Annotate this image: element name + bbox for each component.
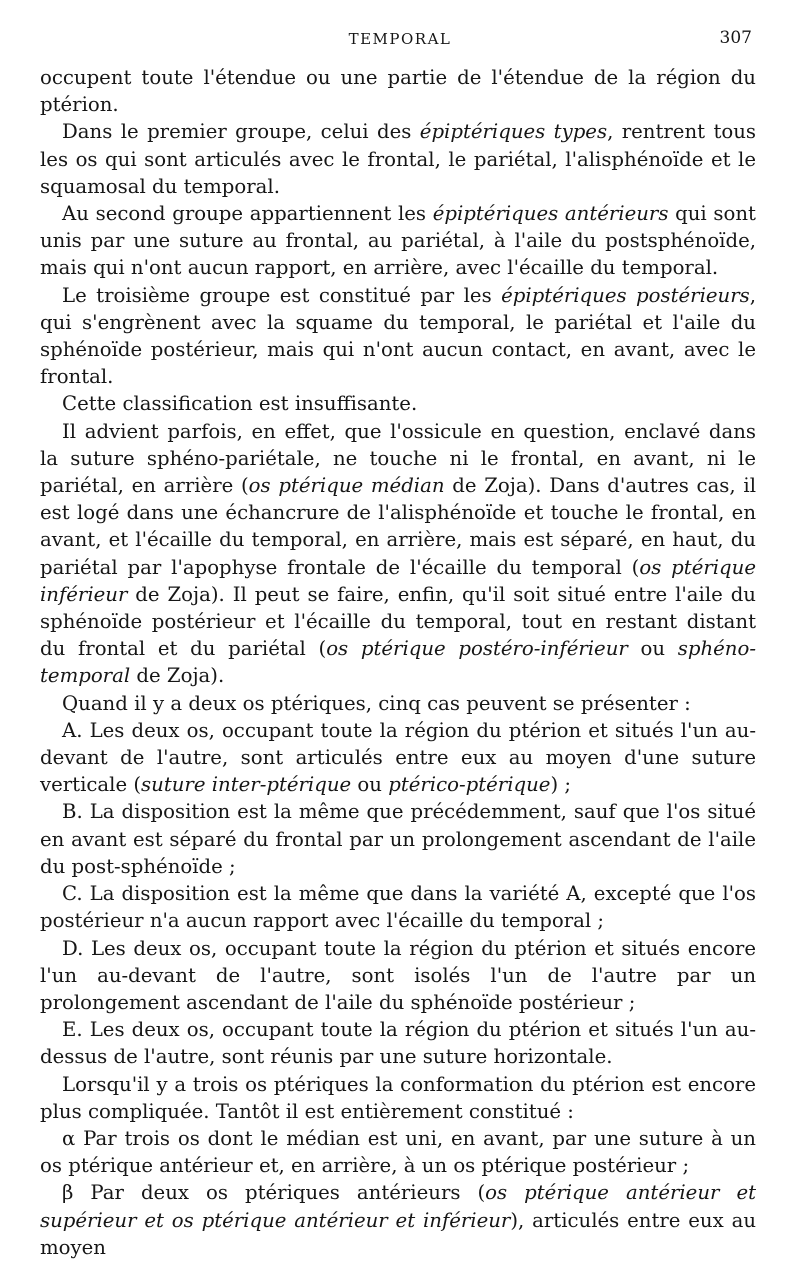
italic-term: suture inter-ptérique bbox=[141, 773, 352, 797]
paragraph bbox=[40, 1125, 756, 1179]
italic-term: os ptérique postéro-inférieur bbox=[326, 637, 628, 661]
text-run: Il advient parfois, en effet, que l'ossicule en question, enclavé dans la suture sphéno-pariétale, ne touche ni le frontal, en avant, ni le pariétal, en arrière ( bbox=[40, 419, 756, 498]
body-text bbox=[40, 64, 756, 1261]
italic-term: os ptérique antérieur et supérieur et os ptérique antérieur et inférieur bbox=[40, 1181, 757, 1232]
paragraph bbox=[40, 690, 756, 717]
italic-term: épiptériques antérieurs bbox=[432, 202, 669, 226]
text-run: D. Les deux os, occupant toute la région du ptérion et situés encore l'un au-devant de l'autre, sont isolés l'un de l'autre par un prolongement ascendant de l'aile du sphénoïde postérieur ; bbox=[40, 936, 756, 1014]
italic-term: épiptériques postérieurs bbox=[501, 283, 750, 307]
text-run: A. Les deux os, occupant toute la région du ptérion et situés l'un au-devant de l'autre, sont articulés entre eux au moyen d'une suture verticale ( bbox=[40, 718, 756, 797]
paragraph bbox=[40, 1071, 756, 1125]
paragraph bbox=[40, 717, 756, 799]
paragraph bbox=[40, 64, 756, 118]
italic-term: épiptériques types bbox=[419, 120, 608, 144]
text-run: C. La disposition est la même que dans la variété A, excepté que l'os postérieur n'a aucun rapport avec l'écaille du temporal ; bbox=[40, 882, 756, 933]
paragraph bbox=[40, 880, 756, 934]
italic-term: os ptérique médian bbox=[248, 474, 445, 498]
italic-term: os ptérique inférieur bbox=[40, 555, 756, 606]
text-run: de Zoja). Dans d'autres cas, il est logé dans une échancrure de l'alisphénoïde et touche le frontal, en avant, et l'écaille du temporal, en arrière, mais est séparé, en haut, du pariétal par l'apophyse frontale de l'écaille du temporal ( bbox=[40, 474, 756, 579]
text-run: E. Les deux os, occupant toute la région du ptérion et situés l'un au-dessus de l'autre, sont réunis par une suture horizontale. bbox=[40, 1018, 756, 1069]
text-run: qui sont unis par une suture au frontal, au pariétal, à l'aile du postsphénoïde, mais qui n'ont aucun rapport, en arrière, avec l'écaille du temporal. bbox=[40, 202, 756, 280]
paragraph bbox=[40, 282, 756, 391]
text-run: Dans le premier groupe, celui des bbox=[62, 120, 420, 144]
paragraph bbox=[40, 935, 756, 1017]
text-run: occupent toute l'étendue ou une partie de l'étendue de la région du ptérion. bbox=[40, 66, 756, 117]
text-run: ) ; bbox=[550, 773, 572, 797]
running-title: TEMPORAL bbox=[348, 30, 452, 48]
text-run: B. La disposition est la même que précédemment, sauf que l'os situé en avant est séparé du frontal par un prolongement ascendant de l'aile du post-sphénoïde ; bbox=[40, 800, 756, 878]
text-run: Cette classification est insuffisante. bbox=[62, 392, 418, 416]
text-run: ou bbox=[627, 637, 678, 661]
text-run: ou bbox=[351, 773, 389, 797]
paragraph bbox=[40, 1016, 756, 1070]
page-header bbox=[0, 26, 800, 54]
page-number: 307 bbox=[719, 28, 752, 48]
text-run: ), articulés entre eux au moyen bbox=[40, 1208, 756, 1259]
paragraph bbox=[40, 1179, 756, 1261]
paragraph bbox=[40, 418, 756, 690]
text-run: Le troisième groupe est constitué par les bbox=[62, 283, 502, 307]
text-run: , rentrent tous les os qui sont articulés avec le frontal, le pariétal, l'alisphénoïde et le squamosal du temporal. bbox=[40, 120, 756, 198]
italic-term: sphéno-temporal bbox=[40, 637, 756, 688]
paragraph bbox=[40, 118, 756, 200]
text-run: de Zoja). bbox=[130, 664, 225, 688]
italic-term: ptérico-ptérique bbox=[388, 773, 551, 797]
paragraph bbox=[40, 798, 756, 880]
text-run: Au second groupe appartiennent les bbox=[62, 202, 433, 226]
text-run: α Par trois os dont le médian est uni, en avant, par une suture à un os ptérique antérieur et, en arrière, à un os ptérique postérieur ; bbox=[40, 1126, 756, 1178]
paragraph bbox=[40, 200, 756, 282]
text-run: de Zoja). Il peut se faire, enfin, qu'il soit situé entre l'aile du sphénoïde postérieur et l'écaille du temporal, tout en restant distant du frontal et du pariétal ( bbox=[40, 582, 756, 661]
text-run: Quand il y a deux os ptériques, cinq cas peuvent se présenter : bbox=[62, 691, 691, 715]
text-run: , qui s'engrènent avec la squame du temporal, le pariétal et l'aile du sphénoïde postérieur, mais qui n'ont aucun contact, en avant, avec le frontal. bbox=[40, 283, 756, 389]
text-run: Lorsqu'il y a trois os ptériques la conformation du ptérion est encore plus compliquée. Tantôt il est entièrement constitué : bbox=[40, 1072, 756, 1123]
paragraph bbox=[40, 390, 756, 417]
text-run: β Par deux os ptériques antérieurs ( bbox=[62, 1181, 486, 1205]
